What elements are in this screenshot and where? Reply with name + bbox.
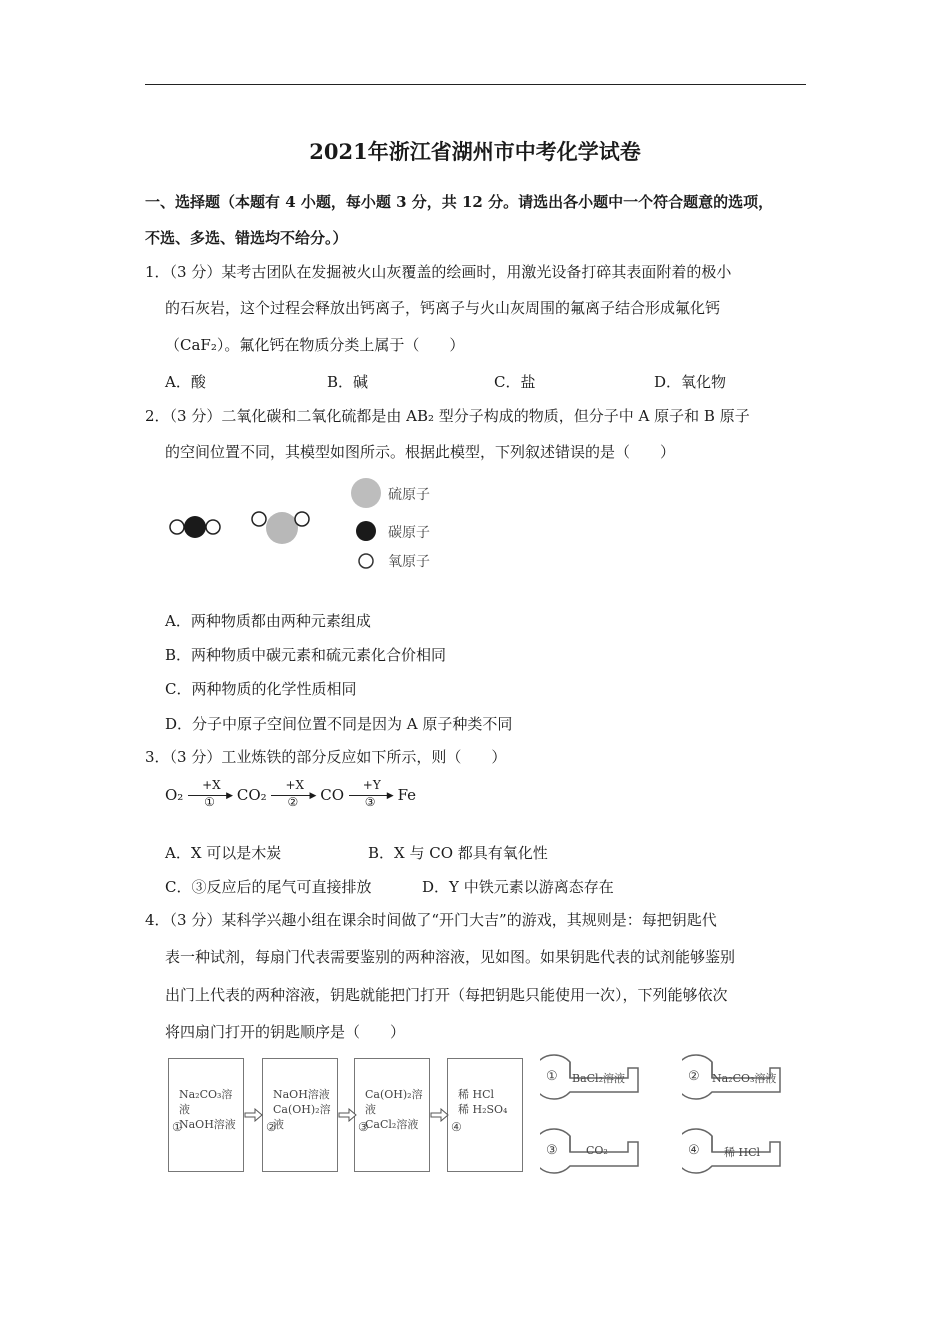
atom-legend-symbols — [346, 476, 386, 576]
reaction-arrow-2: +X ▶ ② — [271, 786, 315, 806]
reaction-arrow-1: +X ▶ ① — [188, 786, 232, 806]
door-3-solution-2: CaCl₂溶液 — [365, 1118, 419, 1131]
door-1 — [168, 1058, 244, 1172]
door-arrow-3 — [430, 1108, 450, 1122]
key-4-label: 稀 HCl — [724, 1146, 761, 1159]
legend-oxygen-label: 氧原子 — [388, 554, 430, 570]
door-4-number: ④ — [451, 1120, 462, 1134]
door-2-number: ② — [266, 1120, 277, 1134]
q1-line1: 1．（3 分）某考古团队在发掘被火山灰覆盖的绘画时，用激光设备打碎其表面附着的极小 — [145, 263, 732, 281]
co2-molecule-model — [165, 505, 225, 545]
door-3-number: ③ — [358, 1120, 369, 1134]
q4-line1: 4．（3 分）某科学兴趣小组在课余时间做了“开门大吉”的游戏，其规则是：每把钥匙代 — [145, 911, 717, 929]
door-arrow-2 — [338, 1108, 358, 1122]
q3-option-b[interactable]: B．X 与 CO 都具有氧化性 — [368, 844, 548, 862]
key-2-label: Na₂CO₃溶液 — [712, 1072, 777, 1085]
q3-line1: 3．（3 分）工业炼铁的部分反应如下所示，则（ ） — [145, 748, 507, 766]
door-3-solution-1: Ca(OH)₂溶液 — [365, 1088, 423, 1116]
species-fe: Fe — [397, 786, 417, 804]
q4-line2: 表一种试剂，每扇门代表需要鉴别的两种溶液，见如图。如果钥匙代表的试剂能够鉴别 — [165, 948, 736, 966]
q3-option-d[interactable]: D．Y 中铁元素以游离态存在 — [422, 878, 614, 896]
q4-line4: 将四扇门打开的钥匙顺序是（ ） — [165, 1023, 406, 1041]
key-2-number: ② — [688, 1069, 700, 1084]
key-3-label: CO₂ — [586, 1144, 608, 1157]
q1-option-d[interactable]: D．氧化物 — [654, 373, 727, 391]
iron-reaction-chain — [165, 778, 417, 809]
door-1-solution-2: NaOH溶液 — [179, 1118, 236, 1131]
reagent-y: +Y — [362, 778, 381, 792]
door-1-solution-1: Na₂CO₃溶液 — [179, 1088, 233, 1116]
reagent-x-1: +X — [202, 778, 221, 792]
so2-molecule-model — [248, 502, 316, 552]
key-3-number: ③ — [546, 1143, 558, 1158]
q4-line3: 出门上代表的两种溶液，钥匙就能把门打开（每把钥匙只能使用一次），下列能够依次 — [165, 986, 728, 1004]
step-2-number: ② — [287, 795, 299, 809]
species-co: CO — [320, 786, 345, 804]
reagent-x-2: +X — [285, 778, 305, 792]
door-2-solution-1: NaOH溶液 — [273, 1088, 330, 1101]
q2-option-a[interactable]: A．两种物质都由两种元素组成 — [165, 612, 371, 630]
door-4-solution-2: 稀 H₂SO₄ — [458, 1103, 508, 1116]
q2-option-b[interactable]: B．两种物质中碳元素和硫元素化合价相同 — [165, 646, 447, 664]
legend-sulfur-label: 硫原子 — [388, 487, 430, 503]
door-arrow-1 — [244, 1108, 264, 1122]
q1-line2: 的石灰岩，这个过程会释放出钙离子，钙离子与火山灰周围的氟离子结合形成氟化钙 — [165, 299, 721, 317]
species-o2: O₂ — [165, 786, 184, 804]
section-heading-line2: 不选、多选、错选均不给分。） — [145, 229, 348, 247]
page-title: 2021年浙江省湖州市中考化学试卷 — [309, 139, 641, 164]
species-co2: CO₂ — [236, 786, 267, 804]
q2-option-d[interactable]: D．分子中原子空间位置不同是因为 A 原子种类不同 — [165, 715, 513, 733]
step-1-number: ① — [204, 795, 215, 809]
section-heading-line1: 一、选择题（本题有 4 小题，每小题 3 分，共 12 分。请选出各小题中一个符合题意的选项， — [145, 193, 774, 211]
legend-carbon-label: 碳原子 — [388, 525, 430, 541]
step-3-number: ③ — [364, 795, 376, 809]
q1-option-a[interactable]: A．酸 — [165, 373, 206, 391]
q2-line2: 的空间位置不同，其模型如图所示。根据此模型，下列叙述错误的是（ ） — [165, 443, 676, 461]
key-4-number: ④ — [688, 1143, 700, 1158]
door-2-solution-2: Ca(OH)₂溶液 — [273, 1103, 331, 1131]
q3-option-c[interactable]: C．③反应后的尾气可直接排放 — [165, 878, 372, 896]
q3-option-a[interactable]: A．X 可以是木炭 — [165, 844, 282, 862]
key-1-number: ① — [546, 1069, 558, 1084]
q2-option-c[interactable]: C．两种物质的化学性质相同 — [165, 680, 357, 698]
door-2 — [262, 1058, 338, 1172]
q1-option-c[interactable]: C．盐 — [494, 373, 536, 391]
q2-line1: 2．（3 分）二氧化碳和二氧化硫都是由 AB₂ 型分子构成的物质，但分子中 A 原子和 B 原子 — [145, 407, 750, 425]
door-4 — [447, 1058, 523, 1172]
key-1-label: BaCl₂溶液 — [572, 1072, 625, 1085]
q1-line3: （CaF₂）。氟化钙在物质分类上属于（ ） — [165, 336, 465, 354]
q1-option-b[interactable]: B．碱 — [327, 373, 369, 391]
door-1-number: ① — [172, 1120, 183, 1134]
door-3 — [354, 1058, 430, 1172]
door-4-solution-1: 稀 HCl — [458, 1088, 495, 1101]
header-rule — [145, 84, 806, 85]
reaction-arrow-3: +Y ▶ ③ — [349, 786, 393, 806]
